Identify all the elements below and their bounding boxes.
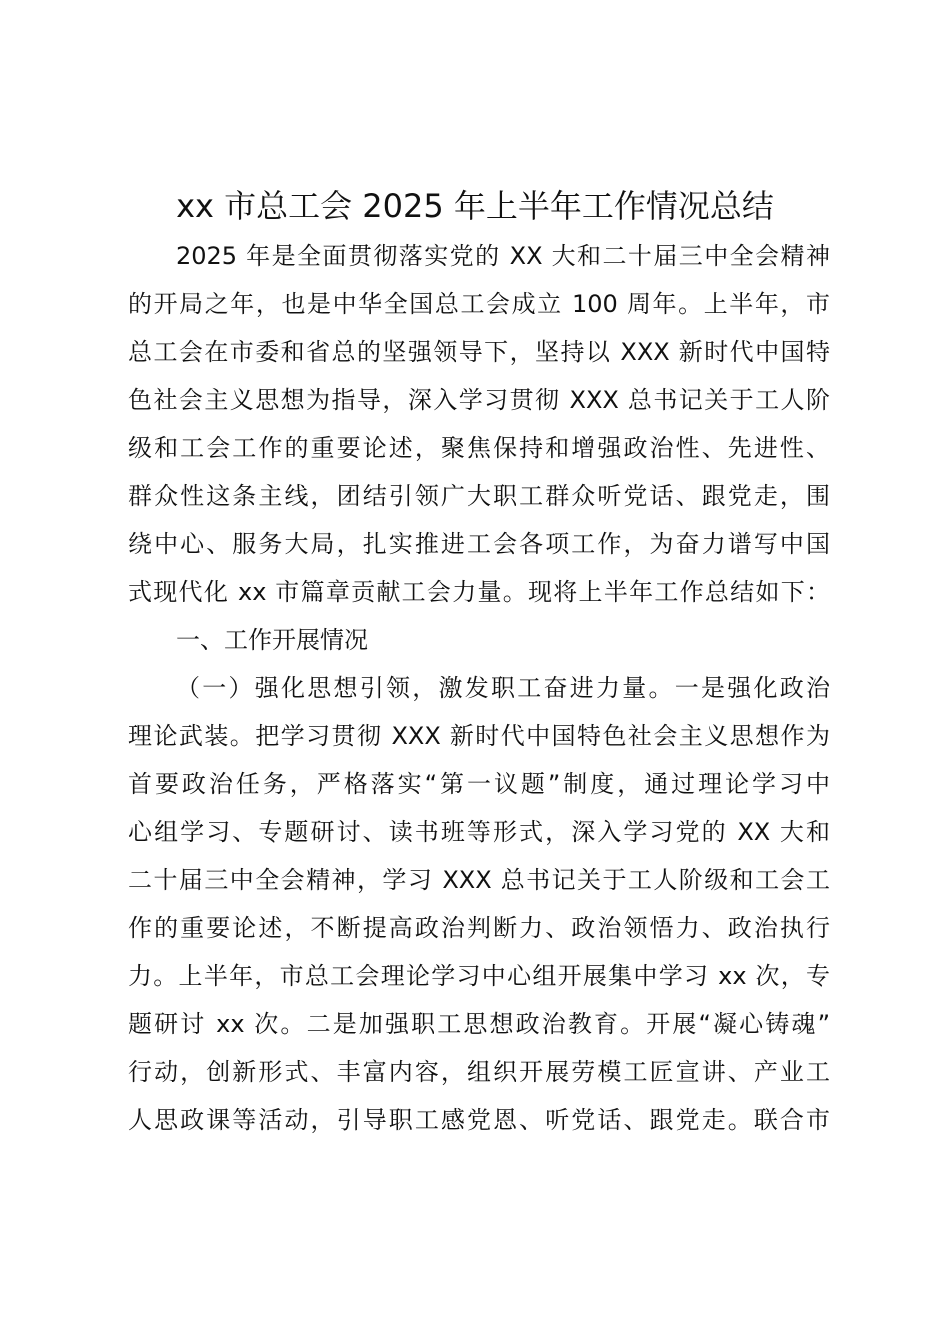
- paragraph-2-line: （一）强化思想引领，激发职工奋进力量。一是强化政治: [176, 674, 830, 702]
- document-title: xx 市总工会 2025 年上半年工作情况总结: [176, 187, 774, 225]
- paragraph-2-line: 首要政治任务，严格落实“第一议题”制度，通过理论学习中: [128, 770, 830, 798]
- paragraph-1-line: 色社会主义思想为指导，深入学习贯彻 XXX 总书记关于工人阶: [128, 386, 830, 414]
- paragraph-1-line: 的开局之年，也是中华全国总工会成立 100 周年。上半年，市: [128, 290, 830, 318]
- paragraph-1-line: 绕中心、服务大局，扎实推进工会各项工作，为奋力谱写中国: [128, 530, 830, 558]
- paragraph-1-line: 级和工会工作的重要论述，聚焦保持和增强政治性、先进性、: [128, 434, 830, 462]
- paragraph-1-line: 式现代化 xx 市篇章贡献工会力量。现将上半年工作总结如下：: [128, 578, 830, 606]
- paragraph-2-line: 题研讨 xx 次。二是加强职工思想政治教育。开展“凝心铸魂”: [128, 1010, 830, 1038]
- paragraph-2-line: 二十届三中全会精神，学习 XXX 总书记关于工人阶级和工会工: [128, 866, 830, 894]
- paragraph-1-line: 总工会在市委和省总的坚强领导下，坚持以 XXX 新时代中国特: [128, 338, 830, 366]
- section-heading-1: 一、工作开展情况: [176, 626, 368, 654]
- paragraph-2-line: 理论武装。把学习贯彻 XXX 新时代中国特色社会主义思想作为: [128, 722, 830, 750]
- paragraph-1-line: 群众性这条主线，团结引领广大职工群众听党话、跟党走，围: [128, 482, 830, 510]
- paragraph-2-line: 作的重要论述，不断提高政治判断力、政治领悟力、政治执行: [128, 914, 830, 942]
- paragraph-2-line: 行动，创新形式、丰富内容，组织开展劳模工匠宣讲、产业工: [128, 1058, 830, 1086]
- paragraph-2-line: 人思政课等活动，引导职工感党恩、听党话、跟党走。联合市: [128, 1106, 830, 1134]
- paragraph-1-line: 2025 年是全面贯彻落实党的 XX 大和二十届三中全会精神: [176, 242, 830, 270]
- paragraph-2-line: 力。上半年，市总工会理论学习中心组开展集中学习 xx 次，专: [128, 962, 830, 990]
- paragraph-2-line: 心组学习、专题研讨、读书班等形式，深入学习党的 XX 大和: [128, 818, 830, 846]
